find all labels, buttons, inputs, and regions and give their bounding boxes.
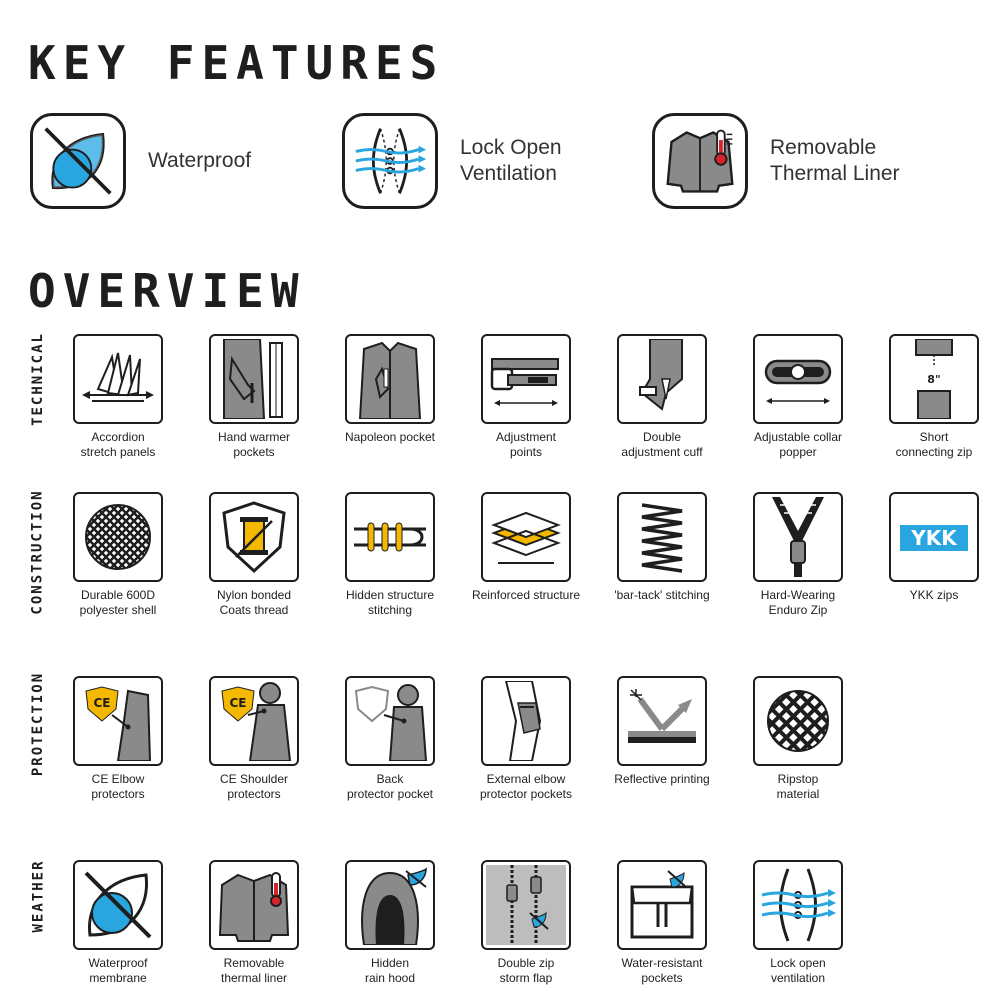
feature-label: Hidden rain hood — [364, 956, 416, 985]
thread-spool-icon — [209, 492, 299, 582]
feature-label: Waterproof membrane — [88, 956, 148, 985]
category-label: TECHNICAL — [30, 332, 47, 426]
feature-item — [322, 860, 458, 986]
feature-item — [186, 676, 322, 802]
feature-label: Reflective printing — [614, 772, 710, 786]
feature-label: Lock open ventilation — [770, 956, 826, 985]
category-protection — [28, 671, 48, 777]
feature-label: 'bar-tack' stitching — [614, 588, 710, 602]
ce-mark-text: CE — [93, 696, 111, 710]
feature-item — [594, 492, 730, 603]
feature-label: Short connecting zip — [895, 430, 973, 459]
feature-label: Accordion stretch panels — [80, 430, 156, 459]
double-cuff-icon — [617, 334, 707, 424]
feature-item — [322, 334, 458, 445]
storm-flap-icon — [481, 860, 571, 950]
key-features-heading: KEY FEATURES — [28, 36, 445, 90]
feature-item — [50, 676, 186, 802]
waterproof-leaf-icon — [30, 113, 126, 209]
adjustment-points-icon — [481, 334, 571, 424]
feature-item — [322, 492, 458, 618]
key-feature-label: Removable Thermal Liner — [770, 136, 900, 185]
feature-item — [458, 860, 594, 986]
feature-item — [730, 492, 866, 618]
feature-item — [866, 334, 1000, 460]
thermal-liner-icon — [652, 113, 748, 209]
ventilation-small-icon — [753, 860, 843, 950]
feature-label: Double adjustment cuff — [621, 430, 703, 459]
feature-label: Reinforced structure — [471, 588, 581, 602]
reflective-icon — [617, 676, 707, 766]
zip-length-text: 8" — [927, 373, 941, 386]
feature-item — [594, 860, 730, 986]
category-construction — [28, 489, 48, 615]
feature-label: Hand warmer pockets — [217, 430, 291, 459]
key-feature-label: Lock Open Ventilation — [460, 136, 562, 185]
feature-label: Hidden structure stitching — [345, 588, 435, 617]
feature-item — [730, 676, 866, 802]
feature-label: Water-resistant pockets — [621, 956, 703, 985]
feature-label: Nylon bonded Coats thread — [216, 588, 292, 617]
feature-label: CE Shoulder protectors — [219, 772, 289, 801]
feature-label: Napoleon pocket — [344, 430, 436, 444]
category-label: PROTECTION — [30, 671, 47, 777]
hidden-stitching-icon — [345, 492, 435, 582]
feature-item — [50, 860, 186, 986]
short-zip-icon — [889, 334, 979, 424]
ripstop-icon — [753, 676, 843, 766]
key-feature-label: Waterproof — [148, 149, 252, 172]
feature-label: YKK zips — [909, 588, 959, 602]
hand-warmer-pocket-icon — [209, 334, 299, 424]
category-label: CONSTRUCTION — [30, 489, 46, 615]
bar-tack-icon — [617, 492, 707, 582]
category-technical — [28, 334, 48, 424]
feature-label: CE Elbow protectors — [91, 772, 145, 801]
enduro-zip-icon — [753, 492, 843, 582]
feature-item — [458, 492, 594, 603]
feature-item — [730, 860, 866, 986]
feature-item — [186, 860, 322, 986]
feature-item — [50, 334, 186, 460]
ce-shoulder-icon — [209, 676, 299, 766]
feature-item — [186, 334, 322, 460]
feature-item — [866, 492, 1000, 603]
thermal-liner-small-icon — [209, 860, 299, 950]
feature-label: Ripstop material — [776, 772, 820, 801]
key-feature-ventilation — [342, 108, 562, 214]
feature-label: Removable thermal liner — [220, 956, 288, 985]
feature-label: Adjustable collar popper — [753, 430, 843, 459]
elbow-pocket-icon — [481, 676, 571, 766]
waterproof-membrane-icon — [73, 860, 163, 950]
back-protector-icon — [345, 676, 435, 766]
feature-label: External elbow protector pockets — [479, 772, 573, 801]
ykk-logo-icon — [889, 492, 979, 582]
category-weather — [28, 860, 48, 932]
polyester-weave-icon — [73, 492, 163, 582]
overview-heading: OVERVIEW — [28, 264, 306, 318]
feature-label: Back protector pocket — [346, 772, 434, 801]
feature-label: Durable 600D polyester shell — [79, 588, 157, 617]
collar-popper-icon — [753, 334, 843, 424]
feature-label: Double zip storm flap — [497, 956, 555, 985]
key-feature-waterproof — [30, 108, 251, 214]
ce-elbow-icon — [73, 676, 163, 766]
feature-item — [458, 676, 594, 802]
feature-item — [50, 492, 186, 618]
feature-item — [458, 334, 594, 460]
feature-item — [594, 676, 730, 787]
feature-label: Adjustment points — [495, 430, 557, 459]
layers-icon — [481, 492, 571, 582]
feature-item — [594, 334, 730, 460]
category-label: WEATHER — [30, 859, 47, 933]
ventilation-icon — [342, 113, 438, 209]
rain-hood-icon — [345, 860, 435, 950]
key-feature-thermal-liner — [652, 108, 900, 214]
ce-mark-text: CE — [229, 696, 247, 710]
feature-item — [186, 492, 322, 618]
feature-item — [730, 334, 866, 460]
ykk-logo-text: YKK — [911, 526, 957, 550]
feature-item — [322, 676, 458, 802]
accordion-icon — [73, 334, 163, 424]
feature-label: Hard-Wearing Enduro Zip — [760, 588, 836, 617]
napoleon-pocket-icon — [345, 334, 435, 424]
water-resistant-pocket-icon — [617, 860, 707, 950]
